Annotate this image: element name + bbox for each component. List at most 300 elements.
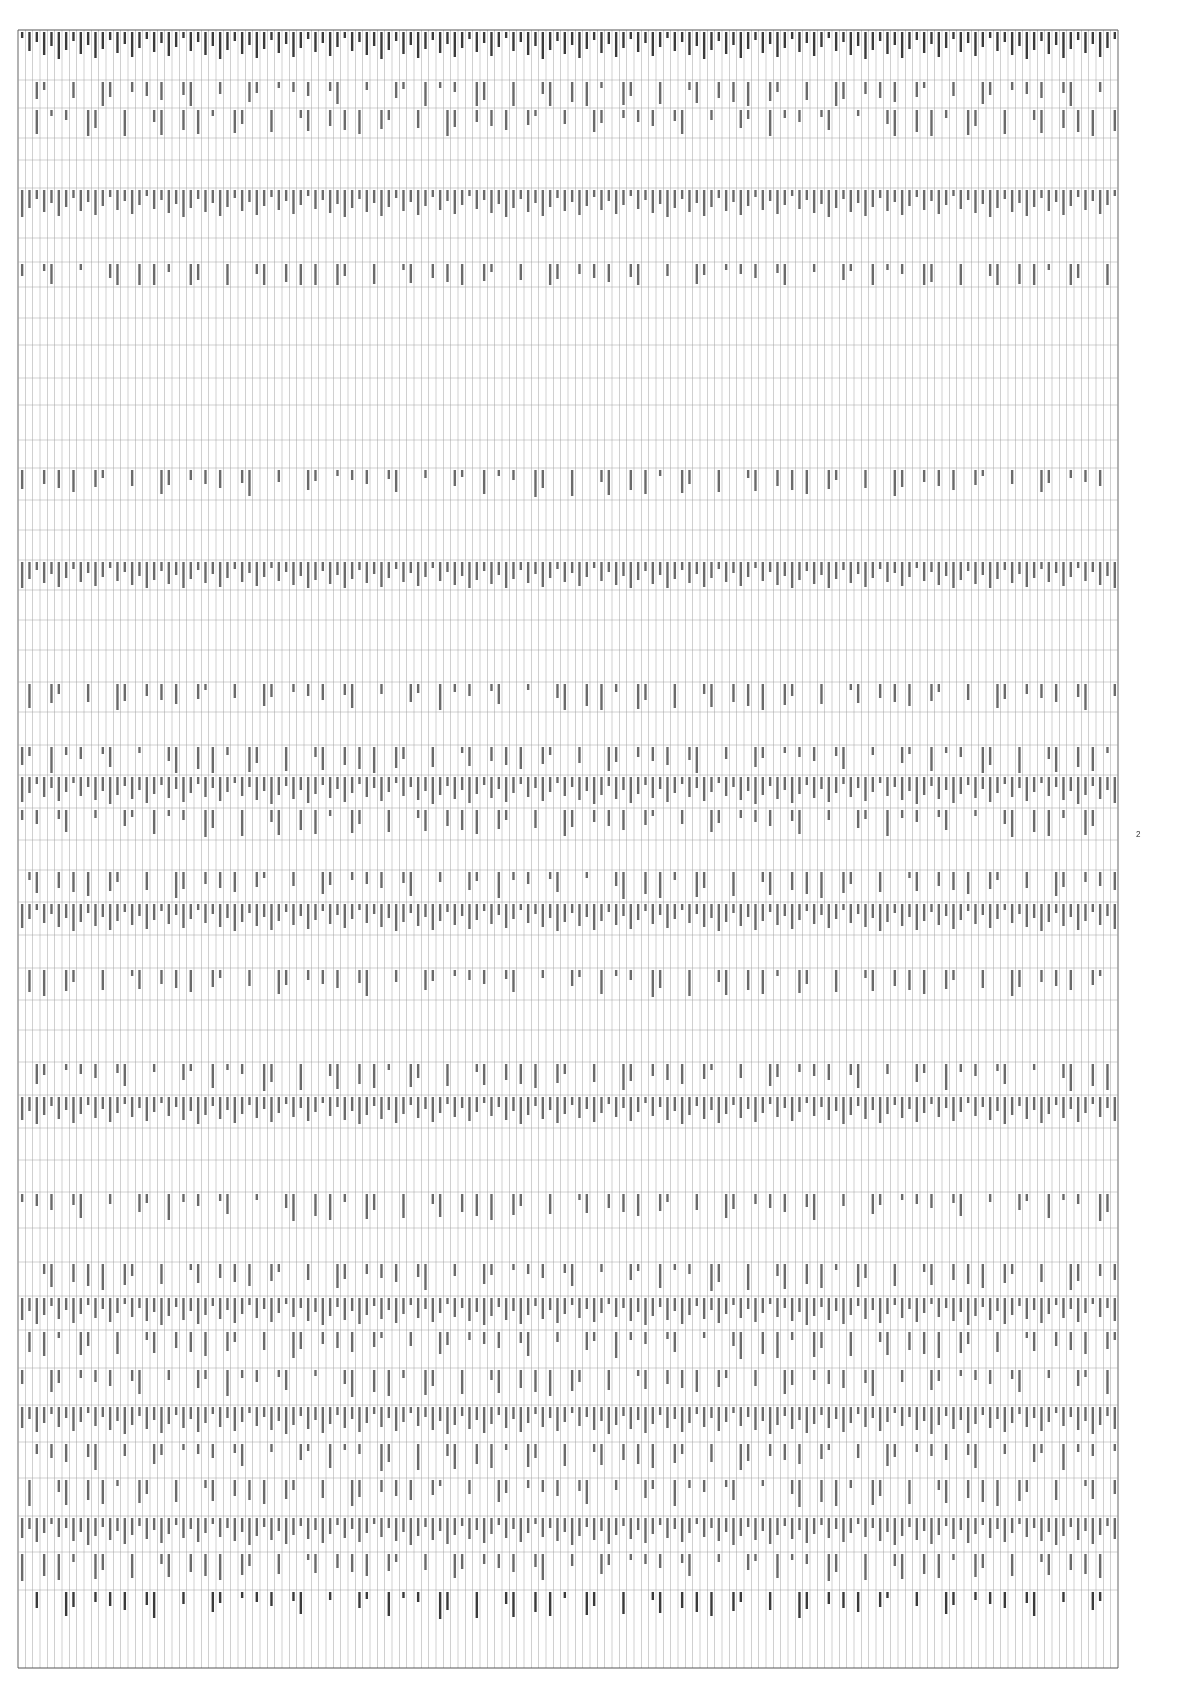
- cell-value-mark: [146, 904, 148, 929]
- cell-value-mark: [864, 1407, 866, 1427]
- cell-value-mark: [806, 872, 808, 894]
- cell-value-mark: [791, 1298, 793, 1321]
- cell-value-mark: [72, 1097, 74, 1123]
- cell-value-mark: [461, 1097, 463, 1108]
- cell-value-mark: [842, 1592, 844, 1608]
- cell-value-mark: [908, 1332, 910, 1350]
- cell-value-mark: [542, 1097, 544, 1119]
- cell-value-mark: [952, 1554, 954, 1560]
- cell-value-mark: [1114, 1407, 1116, 1429]
- cell-value-mark: [989, 1370, 991, 1384]
- cell-value-mark: [564, 1518, 566, 1532]
- cell-value-mark: [28, 872, 30, 880]
- cell-value-mark: [336, 1264, 338, 1288]
- cell-value-mark: [652, 110, 654, 126]
- cell-value-mark: [930, 1407, 932, 1434]
- cell-value-mark: [102, 970, 104, 990]
- cell-value-mark: [241, 1064, 243, 1074]
- cell-value-mark: [1099, 1264, 1101, 1276]
- cell-value-mark: [608, 32, 610, 44]
- cell-value-mark: [168, 562, 170, 584]
- cell-value-mark: [630, 904, 632, 929]
- cell-value-mark: [461, 1298, 463, 1308]
- cell-value-mark: [571, 970, 573, 986]
- cell-value-mark: [1092, 1592, 1094, 1610]
- cell-value-mark: [138, 904, 140, 916]
- cell-value-mark: [1018, 777, 1020, 788]
- cell-value-mark: [439, 872, 441, 882]
- cell-value-mark: [505, 810, 507, 820]
- cell-value-mark: [109, 1194, 111, 1204]
- cell-value-mark: [835, 1097, 837, 1111]
- cell-value-mark: [1092, 810, 1094, 826]
- cell-value-mark: [952, 904, 954, 929]
- cell-value-mark: [857, 1097, 859, 1106]
- cell-value-mark: [850, 777, 852, 797]
- cell-value-mark: [747, 684, 749, 706]
- cell-value-mark: [439, 904, 441, 921]
- cell-value-mark: [534, 1370, 536, 1392]
- cell-value-mark: [358, 32, 360, 42]
- cell-value-mark: [615, 1332, 617, 1358]
- cell-value-mark: [637, 1370, 639, 1376]
- cell-value-mark: [197, 1264, 199, 1283]
- cell-value-mark: [923, 1264, 925, 1272]
- cell-value-mark: [989, 1194, 991, 1202]
- cell-value-mark: [94, 1407, 96, 1426]
- cell-value-mark: [754, 562, 756, 568]
- cell-value-mark: [351, 810, 353, 833]
- cell-value-mark: [1011, 82, 1013, 90]
- cell-value-mark: [813, 747, 815, 761]
- cell-value-mark: [615, 32, 617, 57]
- cell-value-mark: [424, 810, 426, 831]
- cell-value-mark: [520, 777, 522, 784]
- cell-value-mark: [270, 684, 272, 697]
- cell-value-mark: [740, 110, 742, 128]
- cell-value-mark: [160, 562, 162, 571]
- cell-value-mark: [710, 810, 712, 832]
- cell-value-mark: [366, 904, 368, 923]
- cell-value-mark: [461, 1554, 463, 1569]
- cell-value-mark: [21, 470, 23, 489]
- cell-value-mark: [615, 872, 617, 886]
- cell-value-mark: [1004, 1518, 1006, 1542]
- cell-value-mark: [622, 1407, 624, 1416]
- cell-value-mark: [600, 110, 602, 123]
- cell-value-mark: [329, 110, 331, 126]
- cell-value-mark: [835, 970, 837, 992]
- cell-value-mark: [1092, 110, 1094, 136]
- cell-value-mark: [395, 1480, 397, 1496]
- cell-value-mark: [505, 1444, 507, 1450]
- cell-value-mark: [36, 1518, 38, 1542]
- cell-value-mark: [982, 1298, 984, 1307]
- cell-value-mark: [703, 872, 705, 888]
- cell-value-mark: [476, 810, 478, 834]
- cell-value-mark: [65, 1064, 67, 1070]
- cell-value-mark: [534, 562, 536, 574]
- cell-value-mark: [945, 970, 947, 989]
- cell-value-mark: [630, 82, 632, 96]
- cell-value-mark: [586, 32, 588, 49]
- cell-value-mark: [813, 190, 815, 213]
- cell-value-mark: [1026, 1592, 1028, 1603]
- table-cells: [21, 32, 1116, 1619]
- cell-value-mark: [36, 1592, 38, 1608]
- cell-value-mark: [666, 1064, 668, 1080]
- cell-value-mark: [1099, 1407, 1101, 1425]
- cell-value-mark: [432, 32, 434, 40]
- cell-value-mark: [21, 1407, 23, 1428]
- cell-value-mark: [1048, 1554, 1050, 1575]
- cell-value-mark: [190, 1407, 192, 1419]
- cell-value-mark: [146, 1194, 148, 1203]
- cell-value-mark: [578, 264, 580, 274]
- cell-value-mark: [666, 1097, 668, 1120]
- cell-value-mark: [945, 1518, 947, 1526]
- cell-value-mark: [314, 1097, 316, 1112]
- cell-value-mark: [637, 777, 639, 794]
- cell-value-mark: [578, 1298, 580, 1318]
- cell-value-mark: [65, 970, 67, 991]
- cell-value-mark: [1084, 470, 1086, 482]
- cell-value-mark: [600, 1444, 602, 1465]
- cell-value-mark: [798, 1444, 800, 1464]
- cell-value-mark: [879, 1518, 881, 1541]
- cell-value-mark: [256, 1407, 258, 1426]
- cell-value-mark: [696, 562, 698, 574]
- cell-value-mark: [930, 32, 932, 44]
- cell-value-mark: [534, 32, 536, 46]
- cell-value-mark: [564, 1407, 566, 1422]
- cell-value-mark: [476, 190, 478, 209]
- cell-value-mark: [241, 32, 243, 54]
- cell-value-mark: [1055, 777, 1057, 787]
- cell-value-mark: [1048, 904, 1050, 922]
- cell-value-mark: [505, 1518, 507, 1538]
- cell-value-mark: [820, 32, 822, 47]
- cell-value-mark: [776, 1264, 778, 1276]
- cell-value-mark: [146, 1480, 148, 1494]
- cell-value-mark: [197, 1444, 199, 1454]
- cell-value-mark: [241, 904, 243, 922]
- cell-value-mark: [776, 32, 778, 57]
- cell-value-mark: [1011, 1407, 1013, 1423]
- cell-value-mark: [344, 1370, 346, 1384]
- cell-value-mark: [798, 904, 800, 920]
- cell-value-mark: [432, 747, 434, 767]
- cell-value-mark: [43, 1554, 45, 1576]
- cell-value-mark: [857, 110, 859, 116]
- cell-value-mark: [740, 32, 742, 58]
- cell-value-mark: [872, 32, 874, 50]
- cell-value-mark: [710, 904, 712, 918]
- cell-value-mark: [226, 904, 228, 918]
- cell-value-mark: [967, 1518, 969, 1543]
- cell-value-mark: [476, 904, 478, 920]
- cell-value-mark: [762, 32, 764, 53]
- cell-value-mark: [776, 82, 778, 92]
- cell-value-mark: [380, 190, 382, 216]
- cell-value-mark: [454, 904, 456, 925]
- cell-value-mark: [498, 1554, 500, 1568]
- cell-value-mark: [380, 777, 382, 801]
- cell-value-mark: [652, 777, 654, 798]
- cell-value-mark: [1092, 904, 1094, 912]
- cell-value-mark: [769, 1407, 771, 1434]
- cell-value-mark: [718, 470, 720, 492]
- cell-value-mark: [542, 82, 544, 94]
- cell-value-mark: [417, 190, 419, 215]
- cell-value-mark: [358, 777, 360, 784]
- cell-value-mark: [652, 970, 654, 997]
- cell-value-mark: [930, 1194, 932, 1208]
- cell-value-mark: [204, 1480, 206, 1488]
- cell-value-mark: [329, 82, 331, 91]
- cell-value-mark: [234, 684, 236, 698]
- cell-value-mark: [952, 1264, 954, 1280]
- cell-value-mark: [270, 1064, 272, 1082]
- cell-value-mark: [102, 470, 104, 478]
- cell-value-mark: [630, 970, 632, 980]
- cell-value-mark: [842, 747, 844, 769]
- cell-value-mark: [835, 1554, 837, 1572]
- cell-value-mark: [578, 190, 580, 215]
- cell-value-mark: [864, 777, 866, 801]
- cell-value-mark: [270, 110, 272, 132]
- cell-value-mark: [351, 562, 353, 579]
- cell-value-mark: [402, 82, 404, 89]
- cell-value-mark: [351, 470, 353, 480]
- cell-value-mark: [80, 777, 82, 796]
- cell-value-mark: [36, 82, 38, 99]
- cell-value-mark: [498, 470, 500, 476]
- cell-value-mark: [732, 1097, 734, 1105]
- cell-value-mark: [461, 1407, 463, 1416]
- cell-value-mark: [652, 562, 654, 584]
- cell-value-mark: [820, 904, 822, 915]
- cell-value-mark: [124, 777, 126, 786]
- cell-value-mark: [1055, 32, 1057, 45]
- cell-value-mark: [468, 747, 470, 766]
- cell-value-mark: [813, 32, 815, 56]
- cell-value-mark: [439, 1518, 441, 1531]
- cell-value-mark: [857, 1444, 859, 1458]
- cell-value-mark: [894, 110, 896, 136]
- cell-value-mark: [344, 1264, 346, 1279]
- cell-value-mark: [329, 810, 331, 816]
- cell-value-mark: [358, 1064, 360, 1084]
- cell-value-mark: [1040, 1298, 1042, 1323]
- cell-value-mark: [1011, 562, 1013, 583]
- cell-value-mark: [65, 1444, 67, 1462]
- cell-value-mark: [1004, 1097, 1006, 1124]
- cell-value-mark: [762, 1480, 764, 1486]
- cell-value-mark: [278, 1407, 280, 1421]
- cell-value-mark: [358, 562, 360, 570]
- cell-value-mark: [351, 1554, 353, 1572]
- cell-value-mark: [1106, 1064, 1108, 1090]
- cell-value-mark: [182, 562, 184, 588]
- cell-value-mark: [80, 1332, 82, 1355]
- cell-value-mark: [197, 1097, 199, 1124]
- cell-value-mark: [674, 562, 676, 579]
- cell-value-mark: [65, 190, 67, 207]
- cell-value-mark: [226, 1407, 228, 1418]
- cell-value-mark: [1018, 264, 1020, 284]
- cell-value-mark: [578, 1370, 580, 1382]
- cell-value-mark: [58, 1097, 60, 1119]
- cell-value-mark: [630, 1518, 632, 1539]
- cell-value-mark: [307, 110, 309, 131]
- cell-value-mark: [446, 32, 448, 44]
- cell-value-mark: [212, 32, 214, 46]
- cell-value-mark: [600, 1554, 602, 1574]
- cell-value-mark: [696, 32, 698, 46]
- cell-value-mark: [996, 1518, 998, 1529]
- cell-value-mark: [1070, 904, 1072, 917]
- cell-value-mark: [300, 1298, 302, 1308]
- cell-value-mark: [1026, 777, 1028, 801]
- cell-value-mark: [1070, 1064, 1072, 1091]
- cell-value-mark: [578, 777, 580, 800]
- cell-value-mark: [498, 1480, 500, 1502]
- cell-value-mark: [659, 872, 661, 898]
- cell-value-mark: [1048, 810, 1050, 836]
- cell-value-mark: [703, 264, 705, 275]
- cell-value-mark: [740, 1518, 742, 1536]
- cell-value-mark: [630, 777, 632, 803]
- cell-value-mark: [241, 810, 243, 836]
- cell-value-mark: [182, 1518, 184, 1538]
- cell-value-mark: [116, 264, 118, 285]
- cell-value-mark: [138, 562, 140, 576]
- cell-value-mark: [285, 32, 287, 44]
- cell-value-mark: [850, 264, 852, 271]
- cell-value-mark: [87, 1264, 89, 1286]
- cell-value-mark: [989, 1407, 991, 1428]
- cell-value-mark: [784, 1264, 786, 1289]
- cell-value-mark: [908, 1407, 910, 1417]
- cell-value-mark: [1092, 1097, 1094, 1104]
- cell-value-mark: [556, 777, 558, 783]
- cell-value-mark: [886, 777, 888, 796]
- cell-value-mark: [1084, 904, 1086, 921]
- cell-value-mark: [652, 1064, 654, 1076]
- cell-value-mark: [351, 777, 353, 793]
- cell-value-mark: [1040, 470, 1042, 492]
- cell-value-mark: [410, 1298, 412, 1305]
- cell-value-mark: [718, 562, 720, 569]
- cell-value-mark: [644, 872, 646, 894]
- cell-value-mark: [307, 82, 309, 96]
- cell-value-mark: [505, 747, 507, 765]
- cell-value-mark: [952, 1518, 954, 1539]
- cell-value-mark: [842, 904, 844, 910]
- cell-value-mark: [461, 747, 463, 753]
- cell-value-mark: [571, 1407, 573, 1413]
- cell-value-mark: [1070, 1264, 1072, 1290]
- cell-value-mark: [776, 190, 778, 214]
- cell-value-mark: [1004, 777, 1006, 784]
- cell-value-mark: [769, 904, 771, 912]
- cell-value-mark: [388, 1370, 390, 1396]
- cell-value-mark: [461, 470, 463, 477]
- cell-value-mark: [828, 1097, 830, 1120]
- cell-value-mark: [116, 1332, 118, 1354]
- cell-value-mark: [102, 1407, 104, 1417]
- cell-value-mark: [1106, 1097, 1108, 1108]
- cell-value-mark: [520, 1097, 522, 1124]
- cell-value-mark: [571, 1554, 573, 1566]
- cell-value-mark: [28, 1407, 30, 1419]
- cell-value-mark: [820, 190, 822, 204]
- cell-value-mark: [901, 904, 903, 926]
- cell-value-mark: [234, 1332, 236, 1342]
- cell-value-mark: [72, 190, 74, 198]
- cell-value-mark: [967, 1097, 969, 1103]
- cell-value-mark: [424, 970, 426, 990]
- cell-value-mark: [1033, 1518, 1035, 1528]
- cell-value-mark: [820, 1298, 822, 1307]
- cell-value-mark: [146, 562, 148, 588]
- cell-value-mark: [424, 562, 426, 577]
- cell-value-mark: [725, 1480, 727, 1487]
- cell-value-mark: [916, 777, 918, 804]
- cell-value-mark: [769, 1064, 771, 1086]
- cell-value-mark: [490, 1264, 492, 1275]
- cell-value-mark: [762, 777, 764, 795]
- cell-value-mark: [703, 777, 705, 801]
- cell-value-mark: [1092, 1064, 1094, 1086]
- cell-value-mark: [204, 190, 206, 212]
- cell-value-mark: [681, 32, 683, 42]
- cell-value-mark: [314, 264, 316, 285]
- cell-value-mark: [226, 777, 228, 792]
- cell-value-mark: [50, 32, 52, 46]
- cell-value-mark: [600, 904, 602, 921]
- cell-value-mark: [490, 32, 492, 56]
- cell-value-mark: [637, 684, 639, 709]
- cell-value-mark: [578, 32, 580, 58]
- cell-value-mark: [718, 904, 720, 931]
- cell-value-mark: [388, 1064, 390, 1070]
- cell-value-mark: [967, 1264, 969, 1284]
- cell-value-mark: [168, 777, 170, 798]
- cell-value-mark: [1062, 1298, 1064, 1318]
- cell-value-mark: [762, 1407, 764, 1421]
- cell-value-mark: [366, 1407, 368, 1423]
- cell-value-mark: [666, 904, 668, 928]
- cell-value-mark: [520, 1518, 522, 1542]
- cell-value-mark: [153, 1298, 155, 1312]
- cell-value-mark: [637, 1194, 639, 1216]
- cell-value-mark: [1040, 82, 1042, 98]
- cell-value-mark: [571, 904, 573, 913]
- cell-value-mark: [439, 190, 441, 210]
- cell-value-mark: [424, 1298, 426, 1309]
- cell-value-mark: [373, 747, 375, 773]
- cell-value-mark: [234, 1298, 236, 1323]
- cell-value-mark: [688, 747, 690, 760]
- cell-value-mark: [813, 1097, 815, 1116]
- cell-value-mark: [124, 1298, 126, 1304]
- cell-value-mark: [1048, 190, 1050, 211]
- cell-value-mark: [395, 190, 397, 198]
- cell-value-mark: [490, 777, 492, 798]
- cell-value-mark: [769, 810, 771, 826]
